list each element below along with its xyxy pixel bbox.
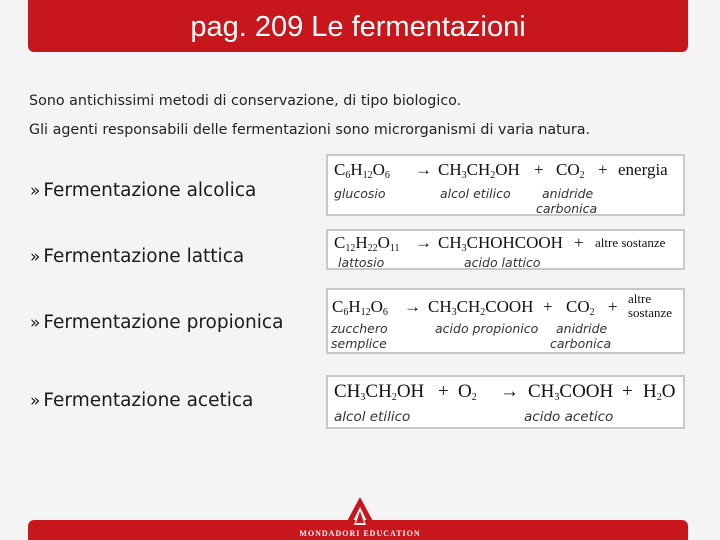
plus-sign: + xyxy=(574,233,584,252)
product2-name-line2: carbonica xyxy=(550,336,612,351)
page-title: pag. 209 Le fermentazioni xyxy=(190,11,526,43)
reactant2-formula: $O_2$ xyxy=(458,381,477,403)
product1-formula: $CH_3CH_2COOH$ xyxy=(428,297,534,318)
reaction-arrow: → xyxy=(404,297,421,316)
bullet-mark: » xyxy=(30,181,41,201)
bullet-fermentazione-propionica xyxy=(30,312,283,333)
reaction-arrow: → xyxy=(415,160,432,179)
reactant-formula: $C_6H_{12}O_6$ xyxy=(334,160,390,181)
reaction-arrow: → xyxy=(415,233,432,252)
equation-alcolica xyxy=(326,154,685,216)
footer-brand: MONDADORI EDUCATION xyxy=(299,529,421,538)
bullet-label: Fermentazione alcolica xyxy=(43,180,257,201)
reactant-formula: $C_{12}H_{22}O_{11}$ xyxy=(334,233,400,254)
product1-name: acido propionico xyxy=(435,321,539,336)
reactant1-formula: $CH_3CH_2OH$ xyxy=(334,381,425,403)
plus-sign: + xyxy=(598,160,608,179)
plus-sign: + xyxy=(608,297,618,316)
title-bar xyxy=(28,0,688,52)
bullet-label: Fermentazione lattica xyxy=(43,246,245,267)
product3: energia xyxy=(618,160,668,179)
plus-sign: + xyxy=(534,160,544,179)
product2-formula: $CO_2$ xyxy=(566,297,595,318)
plus-sign: + xyxy=(543,297,553,316)
bullet-label: Fermentazione propionica xyxy=(43,312,284,333)
bullet-fermentazione-alcolica xyxy=(30,180,256,201)
reactant-name: glucosio xyxy=(334,186,386,201)
product1-name: acido lattico xyxy=(464,255,541,270)
equation-propionica xyxy=(326,288,685,354)
product1-formula: $CH_3CHOHCOOH$ xyxy=(438,233,563,254)
intro-line-1: Sono antichissimi metodi di conservazione, di tipo biologico. xyxy=(29,93,462,109)
product1-name: acido acetico xyxy=(524,409,614,425)
product2-name-line2: carbonica xyxy=(536,201,598,216)
mondadori-logo-icon xyxy=(0,497,720,529)
plus-sign: + xyxy=(438,381,449,402)
bullet-mark: » xyxy=(30,313,41,333)
reactant-name: lattosio xyxy=(338,255,385,270)
product2-formula: $H_2O$ xyxy=(643,381,676,403)
reactant-formula: $C_6H_{12}O_6$ xyxy=(332,297,388,318)
product1-name: alcol etilico xyxy=(440,186,511,201)
equation-acetica xyxy=(326,375,685,429)
intro-line-2: Gli agenti responsabili delle fermentazioni sono microrganismi di varia natura. xyxy=(29,122,591,138)
bullet-mark: » xyxy=(30,247,41,267)
product2-formula: $CO_2$ xyxy=(556,160,585,181)
product3-line1: altre xyxy=(628,291,652,306)
product2-name-line1: anidride xyxy=(556,321,608,336)
reactant-name-line2: semplice xyxy=(331,336,387,351)
bullet-fermentazione-lattica xyxy=(30,246,244,267)
product1-formula: $CH_3CH_2OH$ xyxy=(438,160,520,181)
bullet-fermentazione-acetica xyxy=(30,390,253,411)
reactant1-name: alcol etilico xyxy=(334,409,411,425)
plus-sign: + xyxy=(622,381,633,402)
reaction-arrow: → xyxy=(500,381,519,402)
product2-name-line1: anidride xyxy=(542,186,594,201)
product1-formula: $CH_3COOH$ xyxy=(528,381,614,403)
product3-line2: sostanze xyxy=(628,305,673,320)
reactant-name-line1: zucchero xyxy=(331,321,388,336)
bullet-label: Fermentazione acetica xyxy=(43,390,254,411)
product2: altre sostanze xyxy=(595,235,666,250)
bullet-mark: » xyxy=(30,391,41,411)
equation-lattica xyxy=(326,229,685,270)
